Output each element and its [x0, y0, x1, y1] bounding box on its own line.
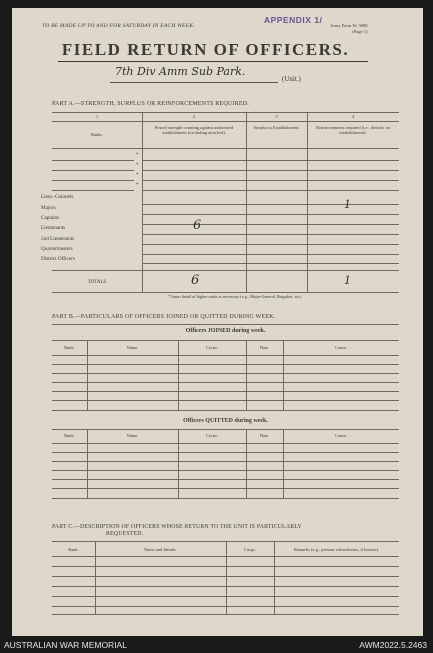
rank-quartermasters: Quartermasters	[41, 246, 73, 252]
rank-district-officers: District Officers	[41, 256, 75, 262]
col-header-ranks: Ranks.	[90, 132, 104, 137]
unit-handwritten: 7th Div Amm Sub Park.	[115, 65, 246, 78]
form-ref-line-2: (Page 1).	[352, 28, 369, 34]
partc-col-name: Name and Initials.	[143, 547, 178, 552]
joined-col-rank: Rank.	[64, 345, 75, 350]
quitted-col-cause: Cause.	[334, 433, 348, 438]
quitted-col-date: Date.	[259, 433, 270, 438]
majors-reinforcements-value: 1	[344, 198, 351, 211]
part-c-heading-1: PART C.—DESCRIPTION OF OFFICERS WHOSE RETURN TO THE UNIT IS PARTICULARLY	[52, 524, 302, 530]
part-a-footnote: * Insert detail of higher ranks as necessary (e.g., Major-General, Brigadier, etc).	[168, 294, 302, 299]
footer-credit: AUSTRALIAN WAR MEMORIAL	[4, 640, 127, 650]
col-header-surplus: Surplus to Establishment.	[253, 125, 300, 130]
joined-col-cause: Cause.	[334, 345, 348, 350]
appendix-stamp: APPENDIX 1/	[264, 15, 323, 25]
totals-reinforcements-value: 1	[344, 274, 351, 287]
quitted-col-corps: Corps.	[206, 433, 218, 438]
rank-majors: Majors	[41, 205, 56, 211]
title-underline	[58, 61, 368, 62]
part-b-heading: PART B.—PARTICULARS OF OFFICERS JOINED OR QUITTED DURING WEEK.	[52, 314, 276, 320]
partc-col-remarks: Remarks (e.g., present whereabouts, if known).	[293, 547, 380, 552]
joined-col-corps: Corps.	[206, 345, 218, 350]
unit-line	[110, 82, 278, 83]
col-number-1: 1	[95, 114, 99, 119]
joined-col-name: Name.	[126, 345, 139, 350]
part-a-heading: PART A.—STRENGTH, SURPLUS OR REINFORCEMENTS REQUIRED.	[52, 101, 249, 107]
col-header-posted: Posted strength counting against authorized establishment (excluding attached).	[154, 125, 234, 136]
quitted-col-name: Name.	[126, 433, 139, 438]
unit-label: (Unit.)	[282, 75, 301, 83]
page-title: FIELD RETURN OF OFFICERS.	[61, 40, 350, 59]
joined-caption: Officers JOINED during week.	[185, 328, 266, 334]
header-note: TO BE MADE UP TO AND FOR SATURDAY IN EACH WEEK.	[42, 23, 195, 29]
lieutenants-posted-value: 6	[193, 218, 202, 233]
rank-2nd-lieutenants: 2nd Lieutenants	[41, 236, 75, 242]
rank-lieut-colonels: Lieut.-Colonels	[41, 194, 74, 200]
col-number-3: 3	[275, 114, 278, 119]
joined-col-date: Date.	[259, 345, 270, 350]
partc-col-rank: Rank.	[68, 547, 79, 552]
col-header-reinforcements: Reinforcements required (i.e., deficits on establishment).	[316, 125, 390, 136]
rank-captains: Captains	[41, 215, 60, 221]
col-number-2: 2	[192, 114, 196, 119]
partc-col-corps: Corps.	[244, 547, 256, 552]
col-number-4: 4	[351, 114, 355, 119]
form-ref-line-1: Army Form W. 3008.	[330, 23, 369, 28]
totals-posted-value: 6	[191, 273, 200, 288]
part-c-heading-2: REQUESTED.	[106, 531, 144, 537]
totals-label: TOTALS	[87, 280, 107, 285]
quitted-caption: Officers QUITTED during week.	[183, 418, 268, 424]
quitted-col-rank: Rank.	[64, 433, 75, 438]
form-reference	[330, 23, 369, 34]
footer-accession: AWM2022.5.2463	[359, 640, 427, 650]
rank-lieutenants: Lieutenants	[41, 225, 66, 231]
